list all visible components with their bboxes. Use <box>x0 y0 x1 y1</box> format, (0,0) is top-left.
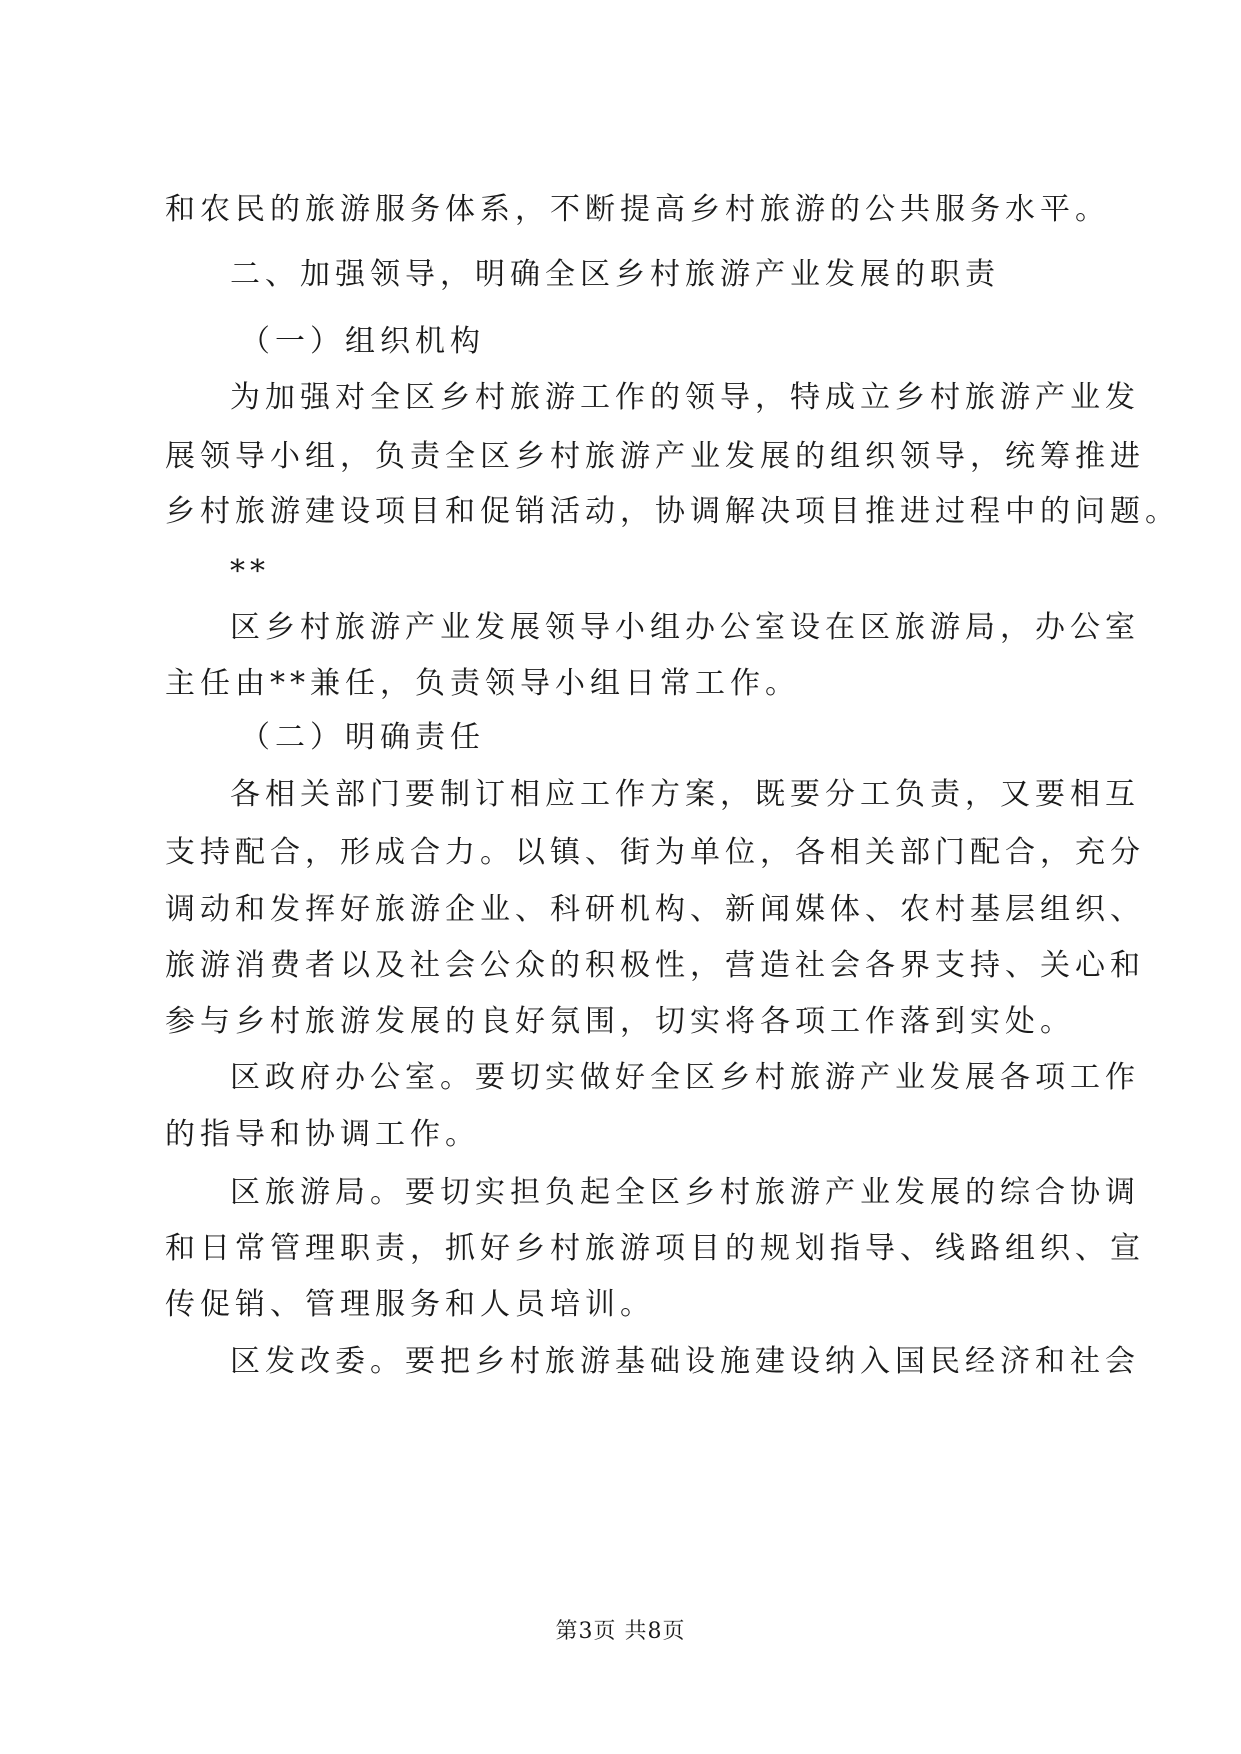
paragraph-line: 主任由**兼任，负责领导小组日常工作。 <box>165 666 800 701</box>
paragraph-line: 区旅游局。要切实担负起全区乡村旅游产业发展的综合协调 <box>230 1175 1140 1210</box>
redacted-marker: ** <box>230 554 270 589</box>
paragraph-line: 调动和发挥好旅游企业、科研机构、新闻媒体、农村基层组织、 <box>165 892 1145 927</box>
paragraph-line: 参与乡村旅游发展的良好氛围，切实将各项工作落到实处。 <box>165 1004 1075 1039</box>
paragraph-line: 为加强对全区乡村旅游工作的领导，特成立乡村旅游产业发 <box>230 380 1140 415</box>
subheading-organization: （一）组织机构 <box>240 324 485 359</box>
paragraph-line: 传促销、管理服务和人员培训。 <box>165 1287 655 1322</box>
text-line-continuation: 和农民的旅游服务体系，不断提高乡村旅游的公共服务水平。 <box>165 192 1110 227</box>
page-number-footer: 第3页 共8页 <box>555 1619 686 1644</box>
paragraph-line: 各相关部门要制订相应工作方案，既要分工负责，又要相互 <box>230 777 1140 812</box>
paragraph-line: 乡村旅游建设项目和促销活动，协调解决项目推进过程中的问题。 <box>165 494 1180 529</box>
paragraph-line: 区乡村旅游产业发展领导小组办公室设在区旅游局，办公室 <box>230 610 1140 645</box>
paragraph-line: 区政府办公室。要切实做好全区乡村旅游产业发展各项工作 <box>230 1060 1140 1095</box>
paragraph-line: 旅游消费者以及社会公众的积极性，营造社会各界支持、关心和 <box>165 948 1145 983</box>
paragraph-line: 和日常管理职责，抓好乡村旅游项目的规划指导、线路组织、宣 <box>165 1231 1145 1266</box>
paragraph-line: 的指导和协调工作。 <box>165 1117 480 1152</box>
section-heading-2: 二、加强领导，明确全区乡村旅游产业发展的职责 <box>230 257 1000 292</box>
subheading-responsibility: （二）明确责任 <box>240 720 485 755</box>
paragraph-line: 展领导小组，负责全区乡村旅游产业发展的组织领导，统筹推进 <box>165 439 1145 474</box>
paragraph-line: 区发改委。要把乡村旅游基础设施建设纳入国民经济和社会 <box>230 1344 1140 1379</box>
paragraph-line: 支持配合，形成合力。以镇、街为单位，各相关部门配合，充分 <box>165 835 1145 870</box>
